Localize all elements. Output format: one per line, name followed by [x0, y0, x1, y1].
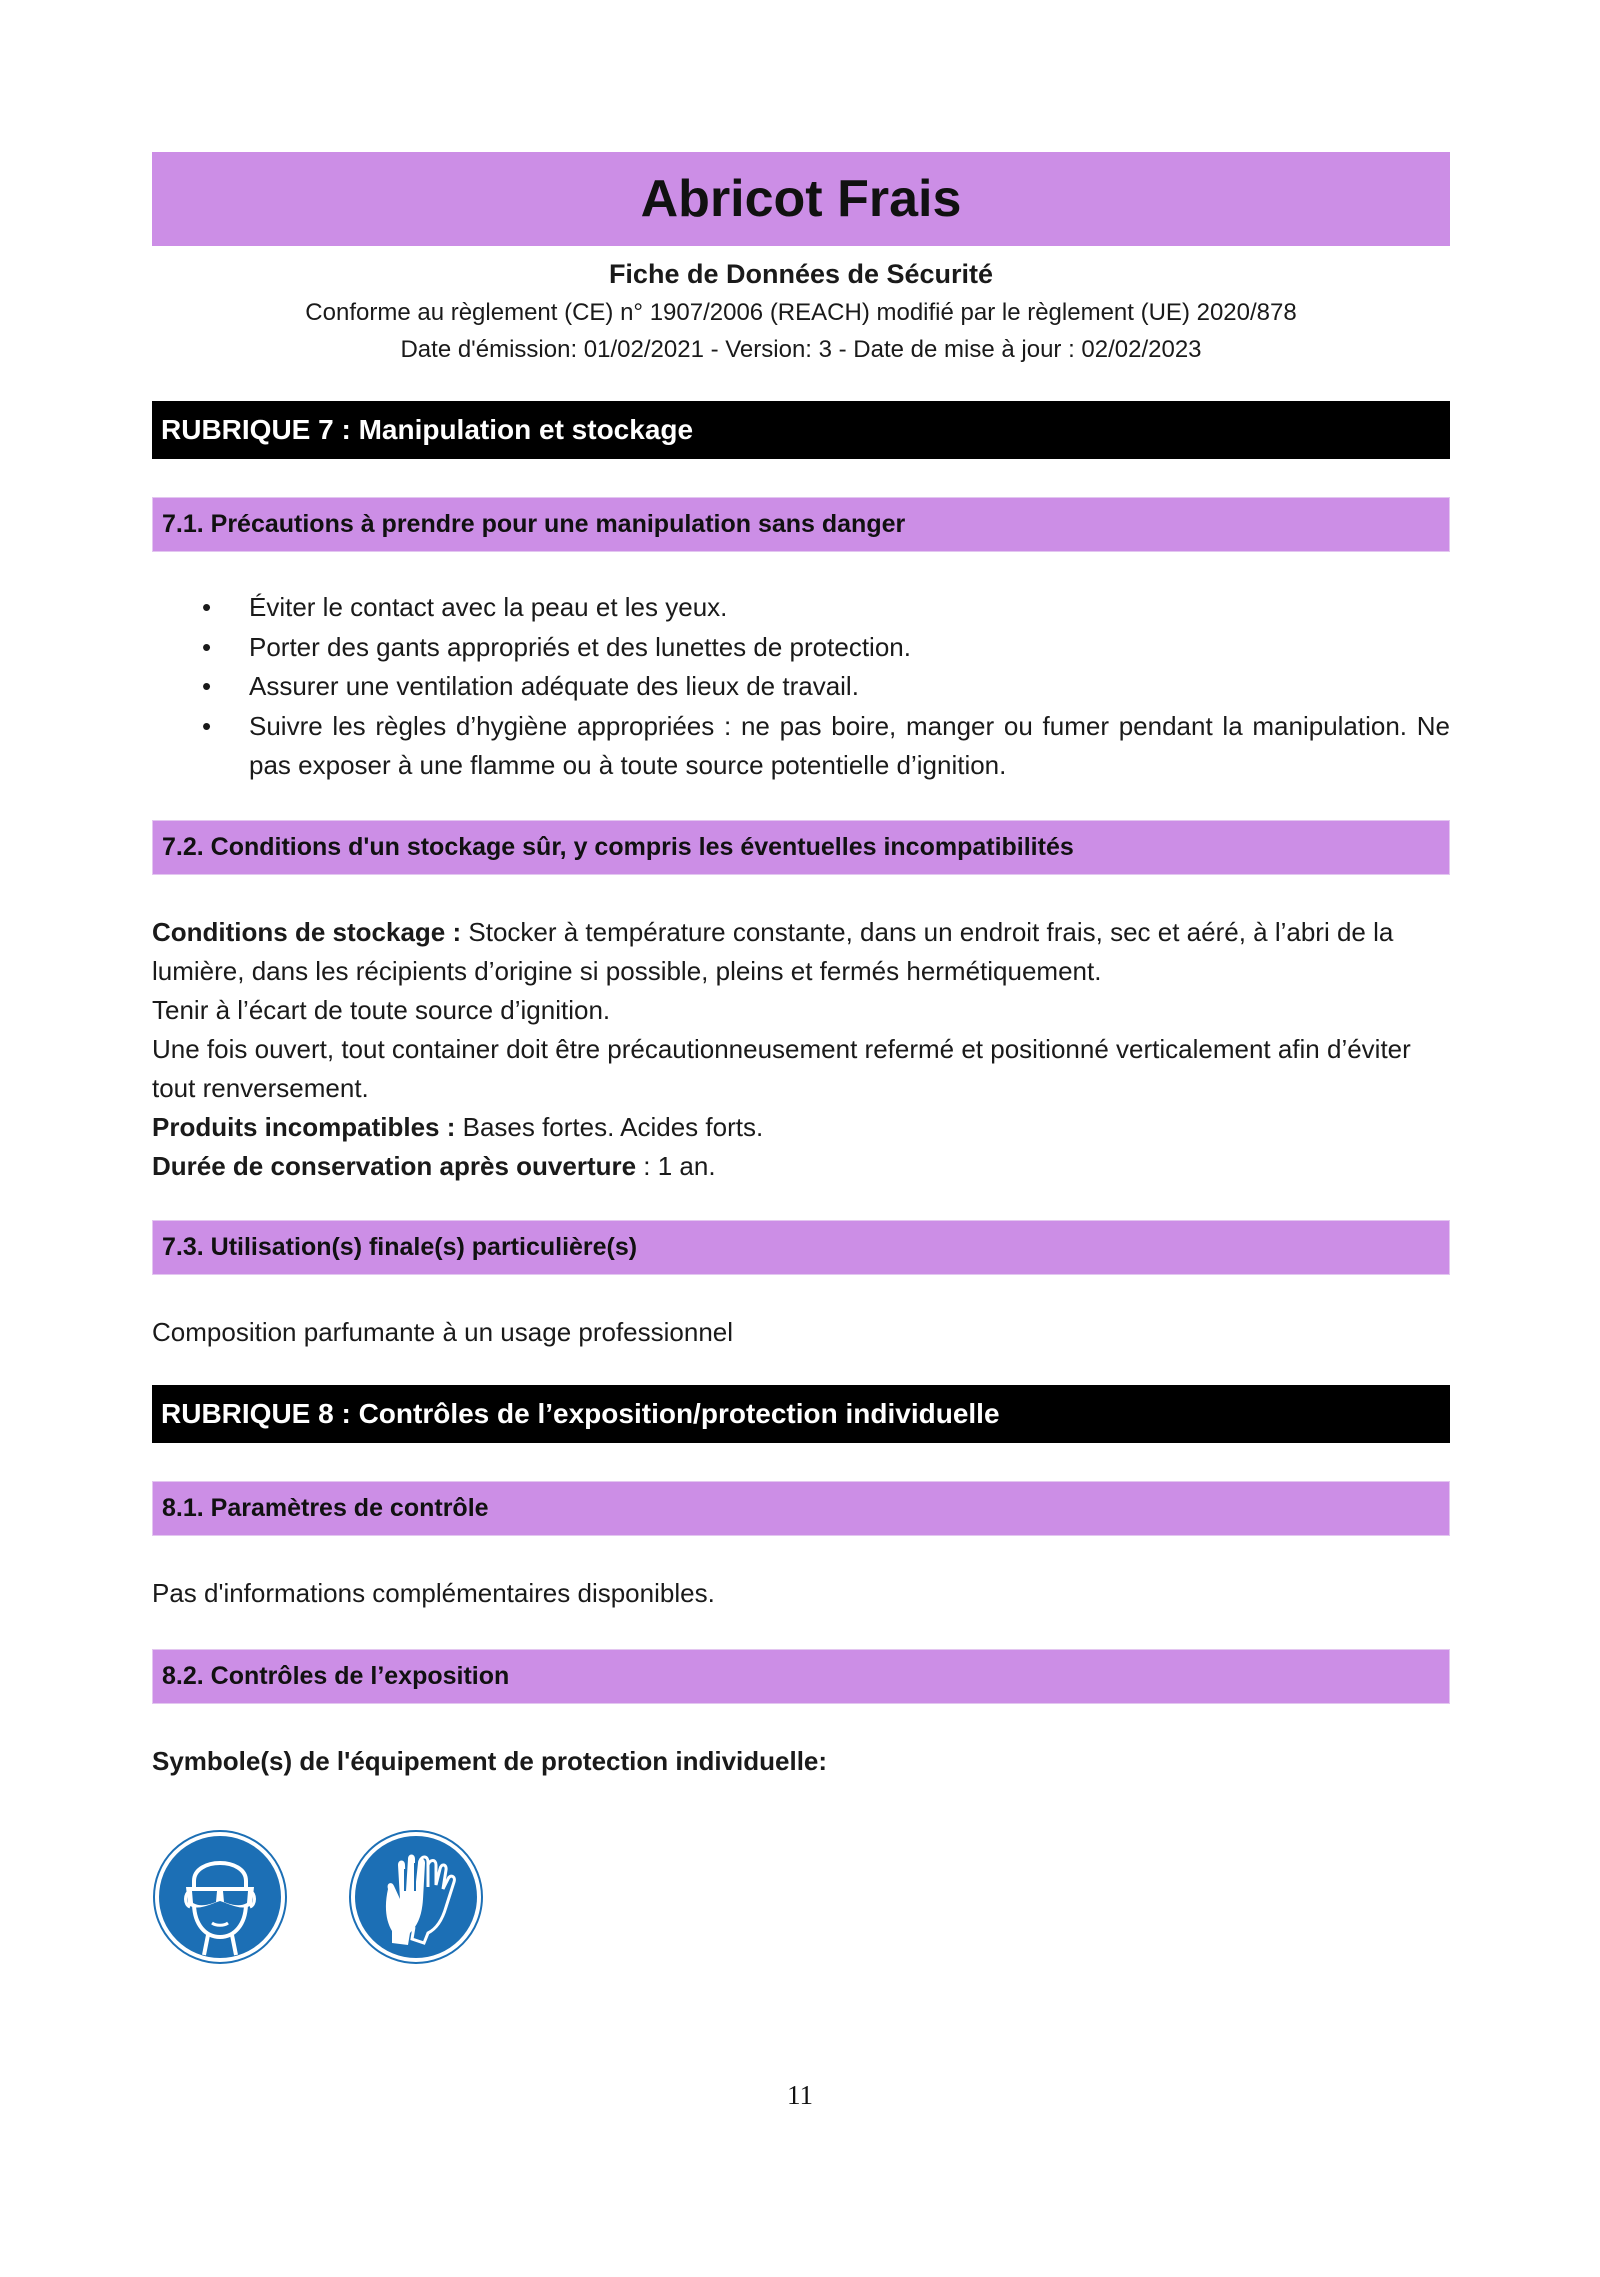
list-item: • Suivre les règles d’hygiène appropriées : ne pas boire, manger ou fumer pendant la manipulation. Ne pas exposer à une flamme ou à toute source potentielle d’ignition.	[152, 707, 1450, 786]
document-type: Fiche de Données de Sécurité	[608, 259, 994, 289]
section-8-2-title: 8.2. Contrôles de l’exposition	[162, 1661, 510, 1690]
shelf-life: Durée de conservation après ouverture : 1 an.	[152, 1150, 716, 1181]
duration-label: Durée de conservation après ouverture	[152, 1150, 637, 1181]
list-item: • Éviter le contact avec la peau et les yeux.	[152, 588, 1450, 628]
section-7-2-header	[152, 820, 1450, 875]
control-parameters-text: Pas d'informations complémentaires disponibles.	[152, 1577, 715, 1608]
storage-conditions	[152, 913, 1450, 1186]
rubrique-8-title: RUBRIQUE 8 : Contrôles de l’exposition/protection individuelle	[161, 1397, 1000, 1429]
eye-protection-icon	[152, 1829, 288, 1965]
sds-page	[152, 152, 1450, 1965]
incompatible-products: Produits incompatibles : Bases fortes. Acides forts.	[152, 1111, 764, 1142]
section-7-1-header	[152, 497, 1450, 552]
section-8-1-header	[152, 1481, 1450, 1536]
gloves-icon	[348, 1829, 484, 1965]
section-7-3-header	[152, 1220, 1450, 1275]
ppe-pictograms	[152, 1829, 1450, 1965]
rubrique-7-header	[152, 401, 1450, 459]
bullet-icon: •	[202, 631, 212, 662]
regulation-line: Conforme au règlement (CE) n° 1907/2006 (REACH) modifié par le règlement (UE) 2020/878	[305, 299, 1297, 326]
ignition-line: Tenir à l’écart de toute source d’ignition.	[152, 994, 611, 1025]
document-header	[152, 254, 1450, 368]
list-item: • Assurer une ventilation adéquate des lieux de travail.	[152, 667, 1450, 707]
storage-paragraph: Conditions de stockage : Stocker à température constante, dans un endroit frais, sec et aéré, à l’abri de la lumière, dans les récipients d’origine si possible, pleins et fermés hermétiquement.	[152, 916, 1394, 986]
section-8-2-header	[152, 1649, 1450, 1704]
product-title-band	[152, 152, 1450, 246]
dates-line: Date d'émission: 01/02/2021 - Version: 3 - Date de mise à jour : 02/02/2023	[400, 336, 1202, 363]
section-7-3-title: 7.3. Utilisation(s) finale(s) particulière(s)	[162, 1232, 638, 1261]
bullet-icon: •	[202, 592, 212, 622]
list-item: • Porter des gants appropriés et des lunettes de protection.	[152, 628, 1450, 668]
precautions-list	[152, 588, 1450, 786]
bullet-icon: •	[202, 710, 212, 741]
final-use-text: Composition parfumante à un usage professionnel	[152, 1316, 734, 1347]
rubrique-7-title: RUBRIQUE 7 : Manipulation et stockage	[161, 414, 694, 445]
bullet-icon: •	[202, 671, 212, 701]
ppe-symbols-label: Symbole(s) de l'équipement de protection individuelle:	[152, 1745, 828, 1776]
storage-label: Conditions de stockage :	[152, 916, 462, 947]
section-8-1-title: 8.1. Paramètres de contrôle	[162, 1493, 489, 1522]
product-title: Abricot Frais	[640, 170, 962, 228]
rubrique-8-header	[152, 1385, 1450, 1443]
page-number: 11	[787, 2080, 813, 2110]
container-paragraph: Une fois ouvert, tout container doit être précautionneusement refermé et positionné verticalement afin d’éviter tout renversement.	[152, 1033, 1411, 1103]
section-7-2-title: 7.2. Conditions d'un stockage sûr, y compris les éventuelles incompatibilités	[162, 832, 1074, 861]
incompat-label: Produits incompatibles :	[152, 1111, 456, 1142]
section-7-1-title: 7.1. Précautions à prendre pour une manipulation sans danger	[162, 510, 906, 538]
